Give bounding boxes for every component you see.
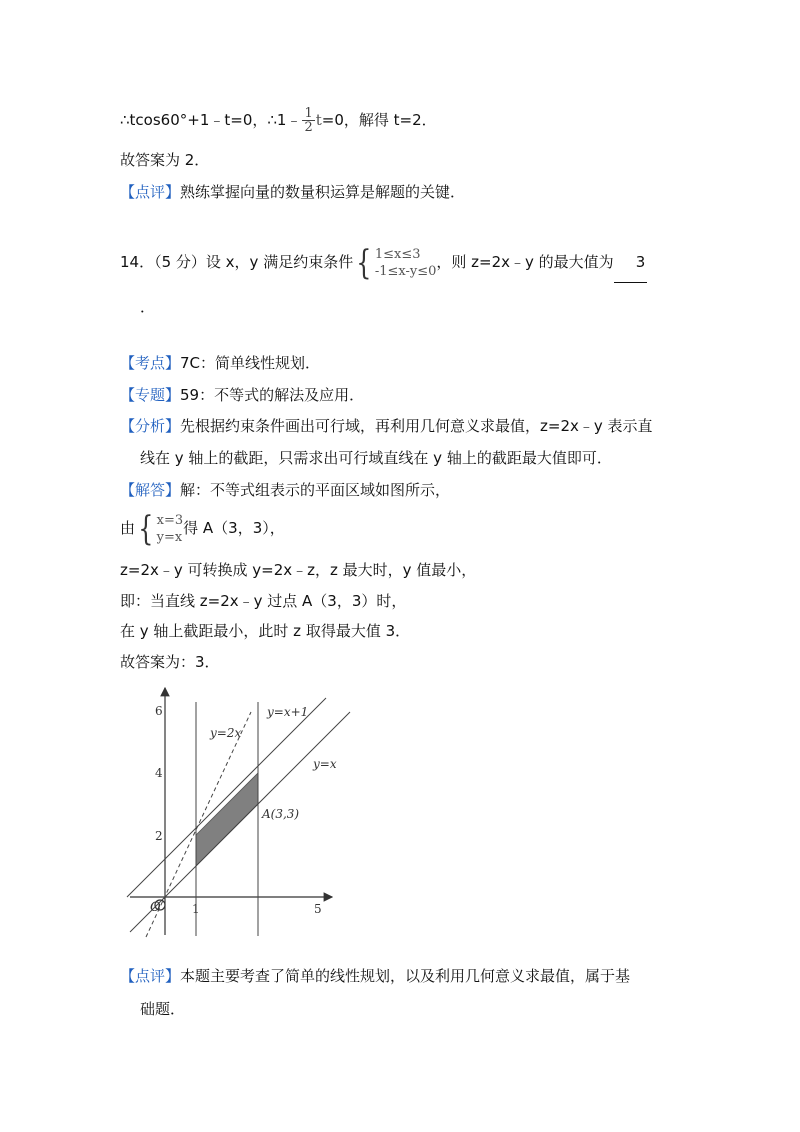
fraction-one-half: $\frac{1}{2}$ <box>304 106 313 135</box>
x-tick-5: 5 <box>314 902 322 916</box>
prev-comment-line <box>120 181 465 203</box>
zhuanti-line <box>120 384 364 406</box>
comment-tag: 【点评】 <box>120 183 181 201</box>
fenxi-line-2: 线在 y 轴上的截距，只需求出可行域直线在 y 轴上的截距最大值即可． <box>140 449 612 467</box>
label-point-a: A(3,3) <box>262 807 300 821</box>
prev-solution-line <box>120 107 437 134</box>
label-y-eq-2x: y=2x <box>210 726 242 740</box>
stem-period: ． <box>140 298 156 316</box>
feasible-region <box>196 773 258 866</box>
constraint-2: -1≤x-y≤0 <box>374 263 437 279</box>
dianping-line-2: 础题． <box>140 1000 186 1018</box>
zhuanti-tag: 【专题】 <box>120 386 181 404</box>
answer-blank: 3 <box>614 242 648 283</box>
jieda-line-5: 在 y 轴上截距最小，此时 z 取得最大值 3． <box>120 622 411 640</box>
point-a-text: 得 A（3，3）， <box>183 519 285 537</box>
jieda-you: 由 <box>120 519 136 537</box>
origin-label: O <box>150 900 161 915</box>
line-y-eq-x <box>130 712 350 932</box>
jieda-line <box>120 479 450 501</box>
question-14-stem <box>120 242 647 283</box>
equation-1: x=3 <box>156 512 184 528</box>
label-y-eq-x: y=x <box>313 757 337 771</box>
question-stem-end: ，则 z=2x﹣y 的最大值为 <box>436 253 614 271</box>
fenxi-text: 先根据约束条件画出可行域，再利用几何意义求最值，z=2x﹣y 表示直 <box>180 417 653 435</box>
jieda-text: 解：不等式组表示的平面区域如图所示， <box>180 481 451 499</box>
solution-text: ∴tcos60°+1﹣t=0，∴1﹣ <box>120 111 302 129</box>
kaodian-tag: 【考点】 <box>120 354 181 372</box>
dianping-tag: 【点评】 <box>120 967 181 985</box>
x-tick-1: 1 <box>192 902 200 916</box>
fenxi-line <box>120 415 653 437</box>
constraint-system: { 1≤x≤3 -1≤x-y≤0 <box>356 242 437 283</box>
label-y-eq-x-plus-1: y=x+1 <box>267 705 309 719</box>
jieda-line-4: 即：当直线 z=2x﹣y 过点 A（3，3）时， <box>120 592 407 610</box>
kaodian-line <box>120 352 320 374</box>
variable-t: t <box>315 111 322 129</box>
jieda-system-line <box>120 508 285 549</box>
jieda-line-6: 故答案为：3． <box>120 653 220 671</box>
y-tick-4: 4 <box>155 766 163 780</box>
fenxi-tag: 【分析】 <box>120 417 181 435</box>
feasible-region-graph <box>118 680 358 942</box>
dianping-text: 本题主要考查了简单的线性规划，以及利用几何意义求最值，属于基 <box>180 967 631 985</box>
jieda-line-3: z=2x﹣y 可转换成 y=2x﹣z，z 最大时，y 值最小， <box>120 561 477 579</box>
question-stem: 14．（5 分）设 x，y 满足约束条件 <box>120 253 354 271</box>
prev-answer-line: 故答案为 2． <box>120 151 210 169</box>
comment-text: 熟练掌握向量的数量积运算是解题的关键． <box>180 183 466 201</box>
constraint-1: 1≤x≤3 <box>374 246 421 262</box>
kaodian-text: 7C：简单线性规划． <box>180 354 321 372</box>
y-tick-6: 6 <box>155 704 163 718</box>
zhuanti-text: 59：不等式的解法及应用． <box>180 386 365 404</box>
y-tick-2: 2 <box>155 829 163 843</box>
equation-2: y=x <box>156 529 183 545</box>
jieda-tag: 【解答】 <box>120 481 181 499</box>
dianping-line <box>120 965 630 987</box>
solution-text-end: =0，解得 t=2． <box>321 111 437 129</box>
equation-system: { x=3 y=x <box>138 508 184 549</box>
